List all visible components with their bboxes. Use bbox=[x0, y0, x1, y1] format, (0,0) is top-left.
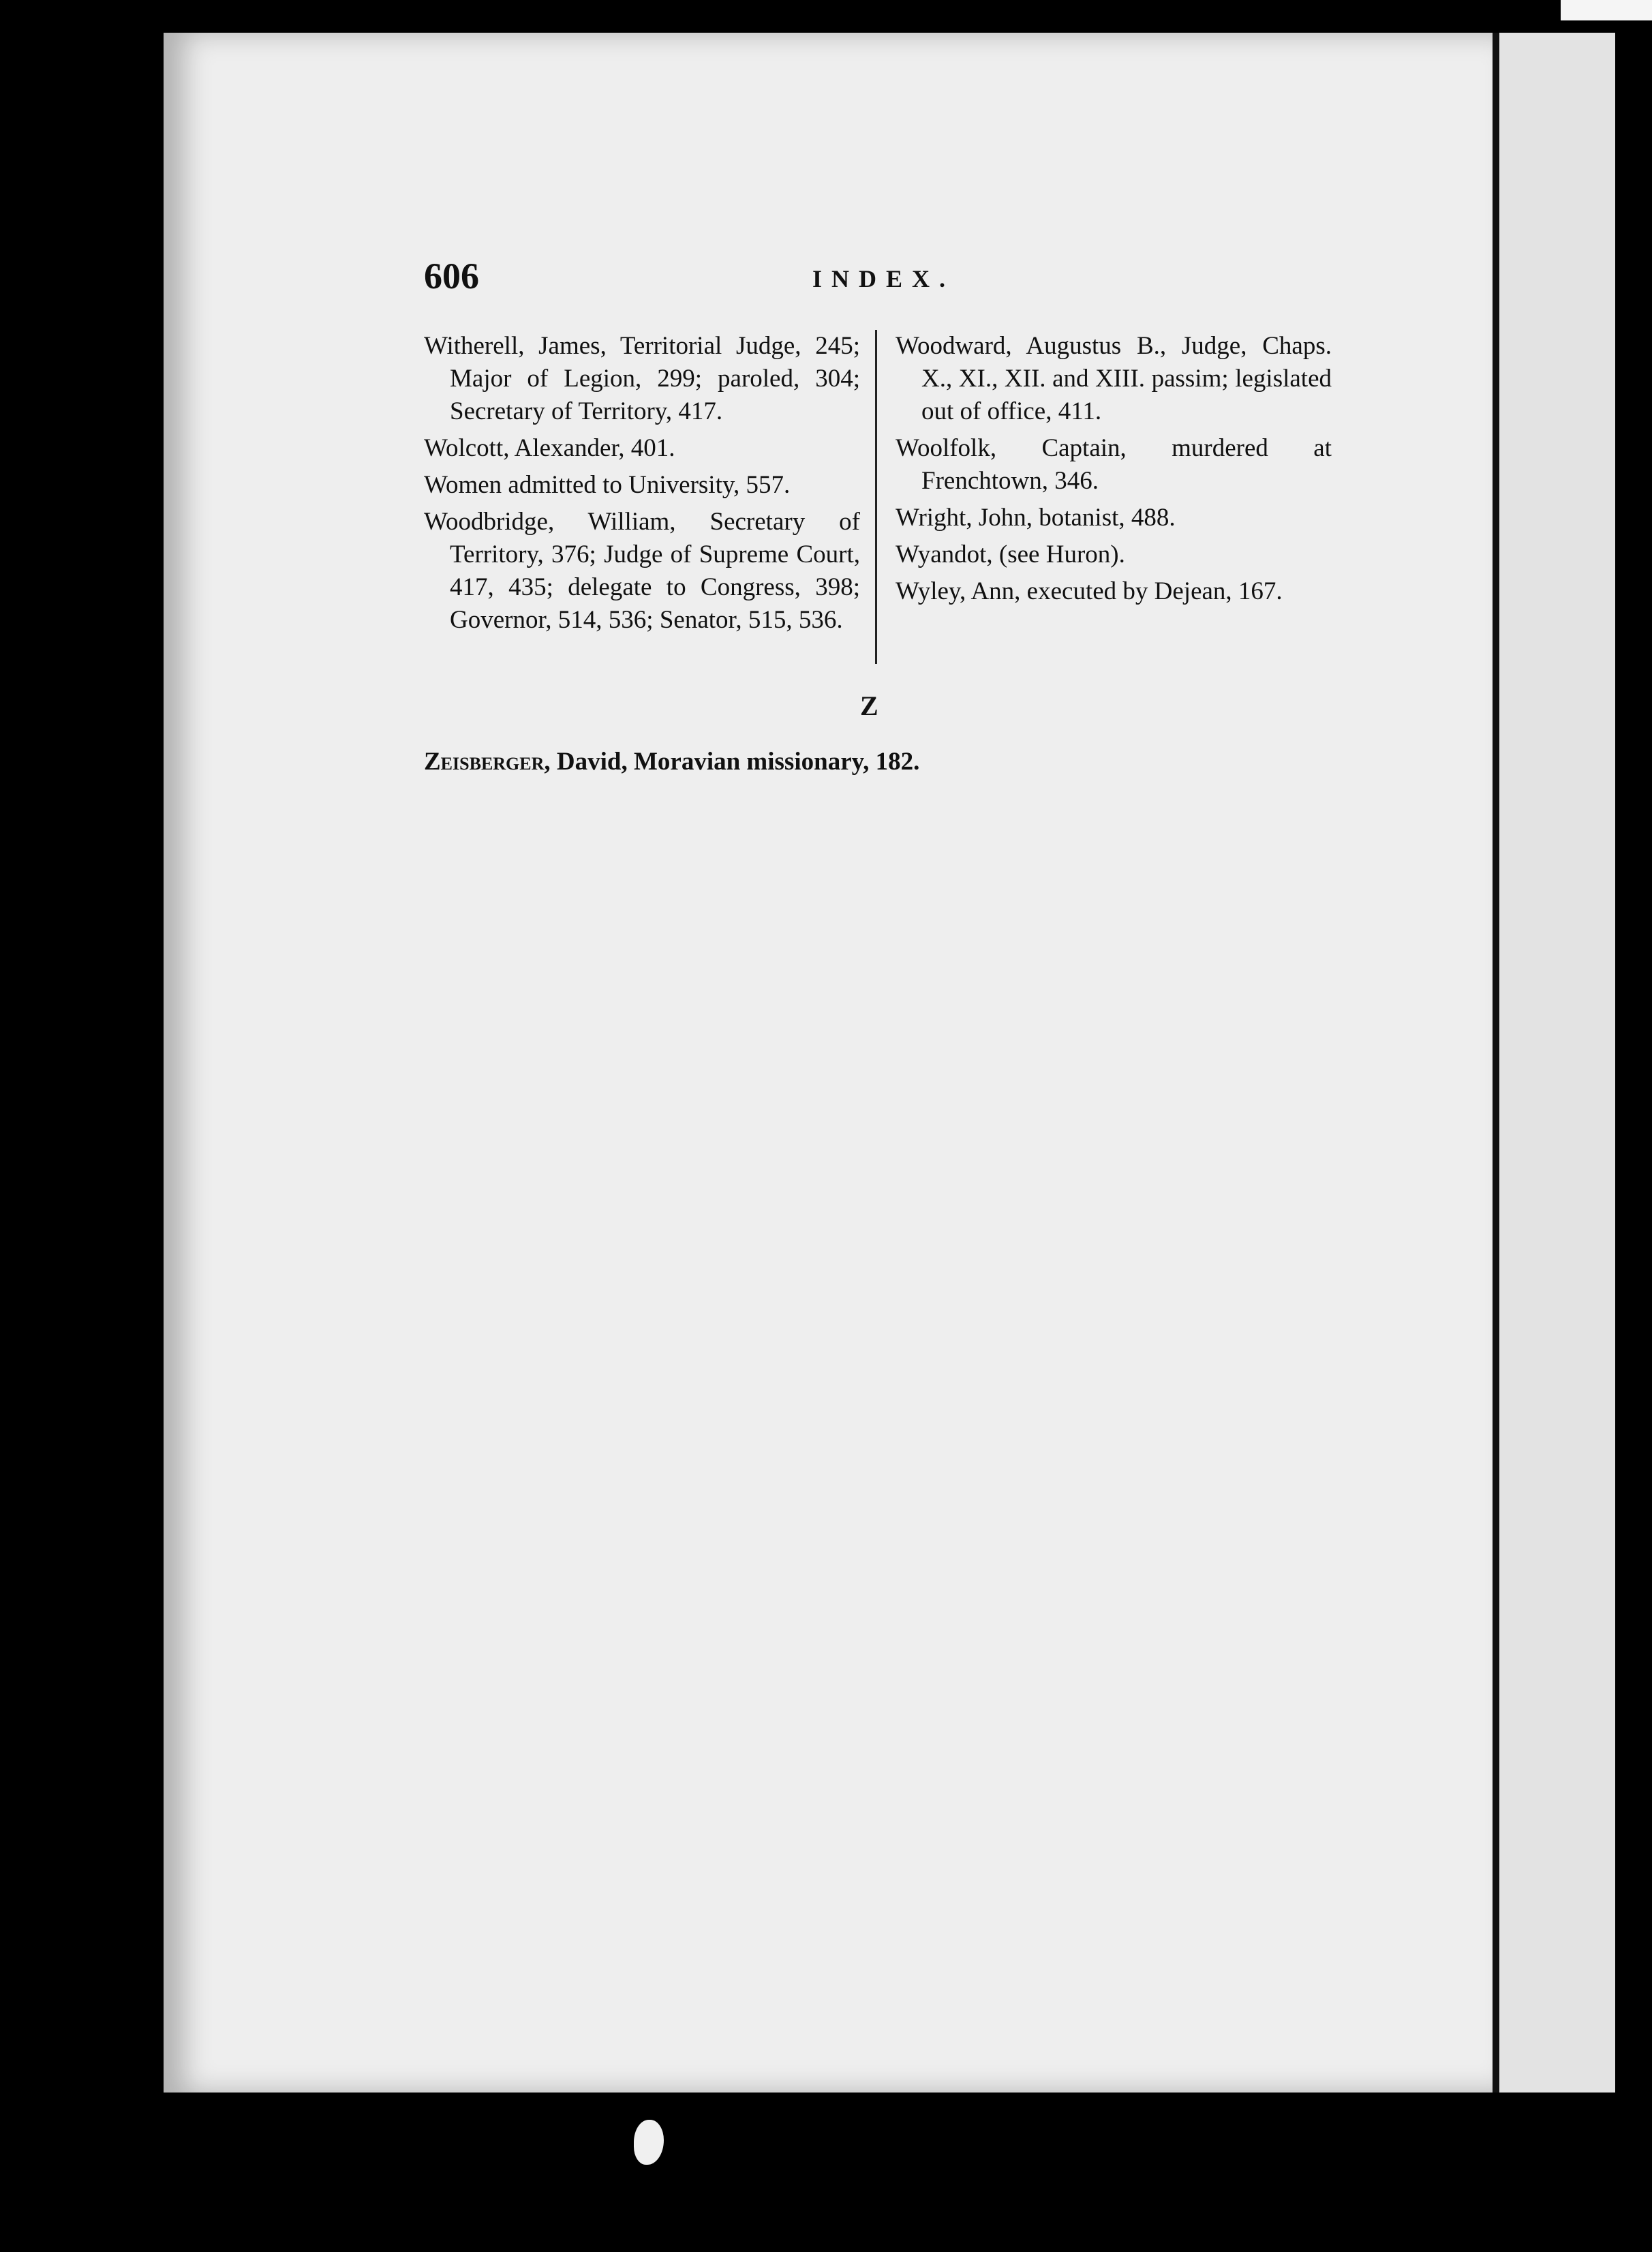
index-entry: Wyandot, (see Huron). bbox=[896, 541, 1125, 568]
index-entry: Woodbridge, William, Secretary of Territory, 376; Judge of Supreme Court, 417, 435; delegate to Congress, 398; Governor, 514, 536; Senator, 515, 536. bbox=[424, 508, 860, 634]
index-entry: Wyley, Ann, executed by Dejean, 167. bbox=[896, 577, 1283, 605]
section-letter-z: Z bbox=[860, 690, 878, 721]
index-entry: Women admitted to University, 557. bbox=[424, 471, 791, 499]
column-divider bbox=[875, 330, 877, 664]
index-column-left bbox=[424, 330, 860, 641]
page-number: 606 bbox=[424, 256, 479, 296]
scan-blot bbox=[634, 2120, 664, 2165]
page-gutter bbox=[1493, 33, 1499, 2093]
index-entry: Witherell, James, Territorial Judge, 245; Major of Legion, 299; paroled, 304; Secretary of Territory, 417. bbox=[424, 332, 860, 425]
facing-page-edge bbox=[1499, 33, 1615, 2093]
index-entry-z bbox=[424, 747, 1330, 776]
running-head: INDEX. bbox=[812, 265, 955, 292]
index-entry: Wolcott, Alexander, 401. bbox=[424, 434, 675, 462]
page-header bbox=[424, 252, 1330, 300]
index-column-right bbox=[896, 330, 1332, 612]
index-entry: Woodward, Augustus B., Judge, Chaps. X., XI., XII. and XIII. passim; legislated out of office, 411. bbox=[896, 332, 1332, 425]
entry-name: Zeisberger bbox=[424, 748, 545, 776]
entry-detail: , David, Moravian missionary, 182. bbox=[544, 748, 920, 776]
index-entry: Woolfolk, Captain, murdered at Frenchtown, 346. bbox=[896, 434, 1332, 495]
index-entry: Wright, John, botanist, 488. bbox=[896, 504, 1176, 532]
scan-artifact-top bbox=[1561, 0, 1652, 20]
